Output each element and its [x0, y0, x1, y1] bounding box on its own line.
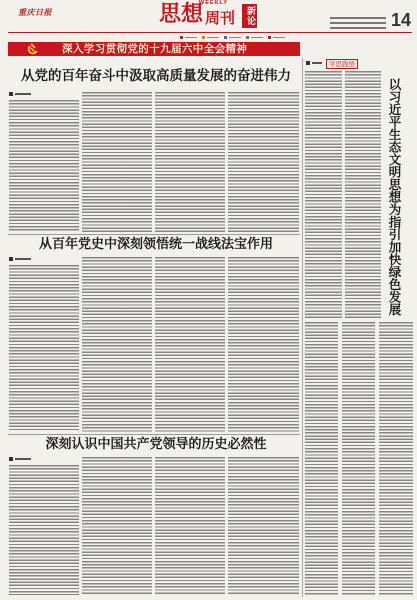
banner-text: 深入学习贯彻党的十九届六中全会精神 [62, 42, 248, 55]
article-separator [8, 234, 300, 235]
article-1-headline: 从党的百年奋斗中汲取高质量发展的奋进伟力 [21, 68, 291, 84]
article-3-headline: 深刻认识中国共产党领导的历史必然性 [45, 437, 267, 452]
nav-item [229, 37, 241, 39]
page-number: 14 [391, 10, 412, 30]
article-2-byline [9, 257, 33, 261]
article-separator [8, 434, 300, 435]
sidebar-headline: 以习近平生态文明思想为指引加快绿色发展 [387, 78, 402, 316]
nav-marker [224, 36, 227, 39]
article-3-body-column-4 [228, 457, 299, 595]
article-1-body-column-2 [82, 92, 152, 232]
sidebar-body-column-2 [345, 71, 381, 318]
article-3-body-column-1 [9, 465, 79, 595]
article-2-body-column-4 [228, 257, 299, 432]
section-title-main: 思想 [159, 1, 204, 27]
article-1-body-column-1 [9, 100, 79, 232]
nav-item [251, 37, 263, 39]
sidebar-body-column-1 [305, 71, 342, 318]
column-divider [302, 58, 303, 597]
nav-marker [180, 36, 183, 39]
article-3-body-column-2 [82, 457, 152, 595]
editor-line [330, 22, 386, 24]
sidebar-body-column-5 [379, 322, 413, 596]
nav-item [207, 37, 219, 39]
article-1-body-column-3 [155, 92, 225, 232]
nav-marker [202, 36, 205, 39]
newspaper-logo: 重庆日报 [18, 7, 52, 17]
sidebar-body-column-3 [305, 322, 338, 596]
article-2-headline: 从百年党史中深刻领悟统一战线法宝作用 [38, 237, 273, 252]
article-1-body-column-4 [228, 92, 299, 232]
nav-marker [268, 36, 271, 39]
dateline [330, 17, 386, 19]
sidebar-column-label: 学思践悟 [326, 59, 358, 69]
nav-item [185, 37, 197, 39]
sidebar-byline [306, 61, 324, 65]
nav-item [273, 37, 285, 39]
article-2-body-column-2 [82, 257, 152, 432]
weekly-label: WEEKLY [199, 0, 229, 6]
nav-marker [246, 36, 249, 39]
masthead-rule [8, 32, 412, 33]
section-tag: 新论 [242, 4, 257, 28]
article-1-byline [9, 92, 33, 96]
section-title-sub: 周刊 [205, 9, 236, 27]
article-3-body-column-3 [155, 457, 225, 595]
sidebar-body-column-4 [342, 322, 375, 596]
party-emblem-icon [27, 43, 39, 55]
article-3-byline [9, 457, 33, 461]
article-2-body-column-3 [155, 257, 225, 432]
article-2-body-column-1 [9, 265, 79, 432]
editor-line [330, 27, 386, 29]
